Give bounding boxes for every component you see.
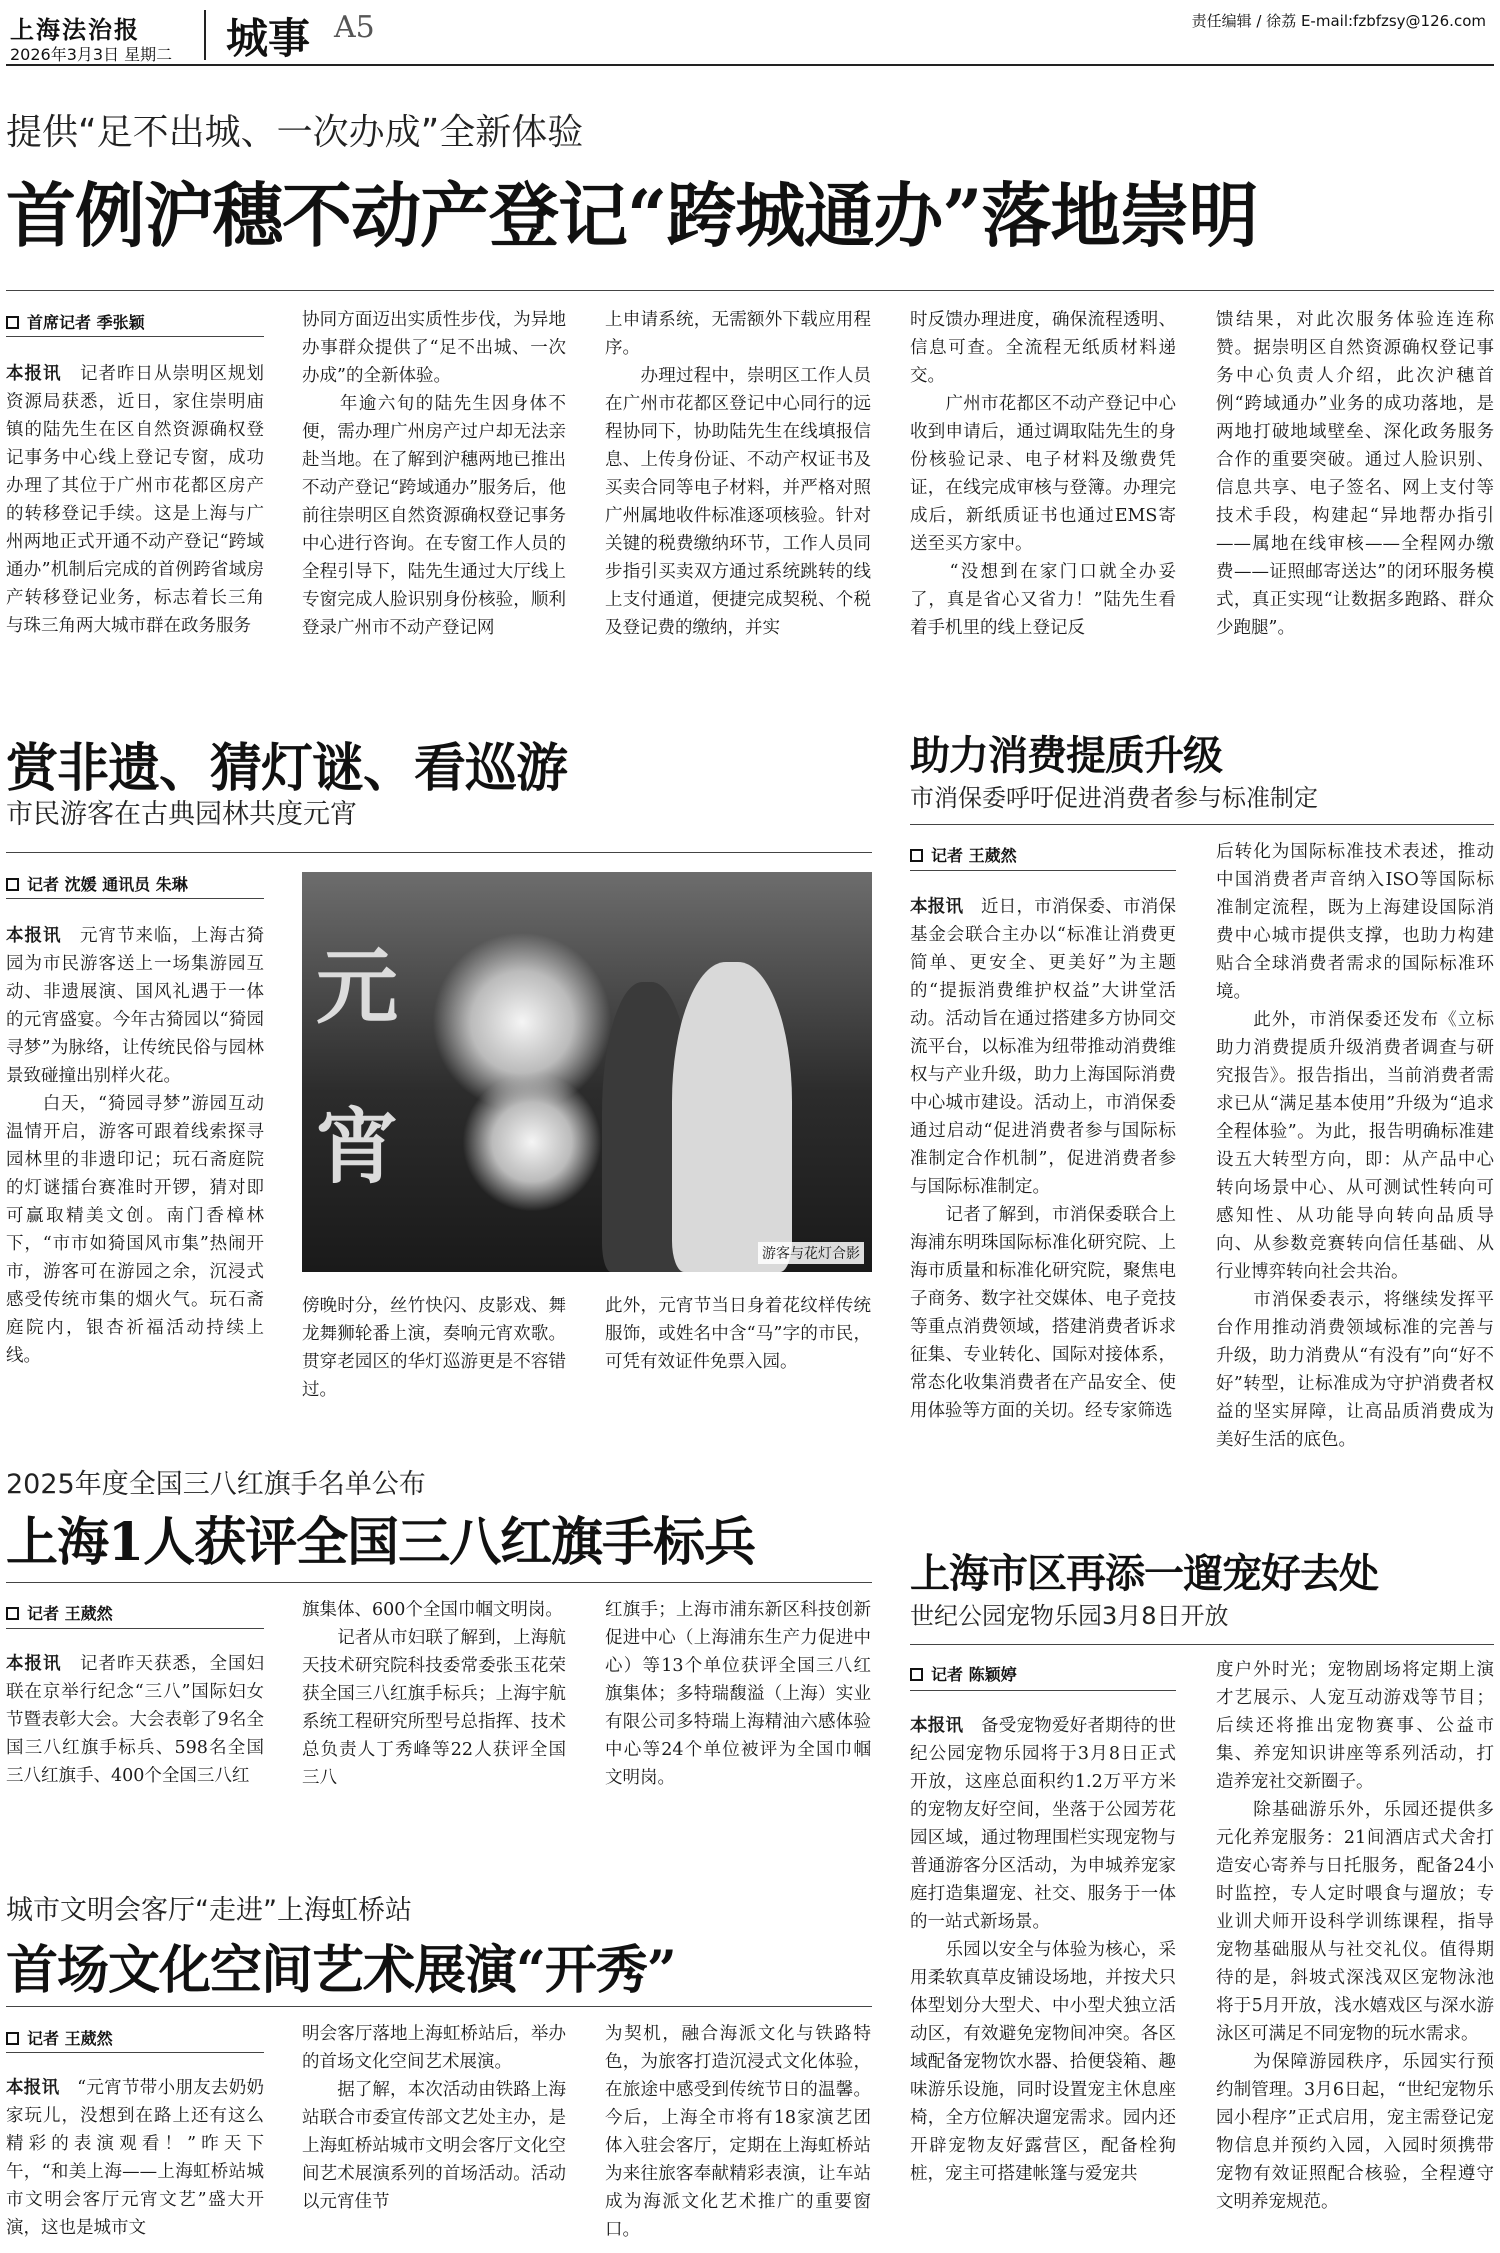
article4-rule bbox=[6, 1582, 872, 1583]
article3-rule bbox=[910, 824, 1494, 825]
article4-column: 本报讯 记者昨天获悉，全国妇联在京举行纪念“三八”国际妇女节暨表彰大会。大会表彰了9名全国三八红旗手标兵、598名全国三八红旗手、400个全国三八红 bbox=[6, 1654, 264, 1786]
article5-column: 度户外时光；宠物剧场将定期上演才艺展示、人宠互动游戏等节目；后续还将推出宠物赛事、公益市集、养宠知识讲座等系列活动，打造养宠社交新圈子。 除基础游乐外，乐园还提供多元化养宠服务：21间酒店式犬舍打造安心寄养与日托服务，配备24小时监控，专人定时喂食与遛放；专业训犬师开设科学训练课程，指导宠物基础服从与社交礼仪。值得期待的是，斜坡式深浅双区宠物泳池将于5月开放，浅水嬉戏区与深水游泳区可满足不同宠物的玩水需求。 为保障游园秩序，乐园实行预约制管理。3月6日起，“世纪宠物乐园小程序”正式启用，宠主需登记宠物信息并预约入园，入园时须携带宠物有效证照配合核验，全程遵守文明养宠规范。 bbox=[1216, 1660, 1494, 2212]
photo-caption: 游客与花灯合影 bbox=[758, 1242, 864, 1264]
article3-column: 后转化为国际标准技术表述，推动中国消费者声音纳入ISO等国际标准制定流程，既为上海建设国际消费中心城市提供支撑，也助力构建贴合全球消费者需求的国际标准环境。 此外，市消保委还发布《立标助力消费提质升级消费者调查与研究报告》。报告指出，当前消费者需求已从“满足基本使用”升级为“追求全程体验”。为此，报告明确标准建设五大转型方向，即：从产品中心转向场景中心、从可测试性转向可感知性、从功能导向转向品质导向、从参数竞赛转向信任基础、从行业博弈转向社会共治。 市消保委表示，将继续发挥平台作用推动消费领域标准的完善与升级，助力消费从“有没有”向“好不好”转型，让标准成为守护消费者权益的坚实屏障，让高品质消费成为美好生活的底色。 bbox=[1216, 842, 1494, 1450]
photo-glyph: 元 bbox=[316, 939, 399, 1035]
article6-column: 明会客厅落地上海虹桥站后，举办的首场文化空间艺术展演。 据了解，本次活动由铁路上海站联合市委宣传部文艺处主办，是上海虹桥站城市文明会客厅文化空间艺术展演系列的首场活动。活动以元宵佳节 bbox=[302, 2024, 566, 2212]
lantern-photo bbox=[302, 872, 872, 1272]
section-name: 城事 bbox=[226, 14, 311, 63]
article4-kicker: 2025年度全国三八红旗手名单公布 bbox=[6, 1469, 426, 1500]
article5-byline: 记者 陈颖婷 bbox=[910, 1662, 1017, 1685]
article1-headline: 首例沪穗不动产登记“跨城通办”落地崇明 bbox=[6, 174, 1258, 257]
visitor-figure bbox=[672, 962, 792, 1272]
article2-headline: 赏非遗、猜灯谜、看巡游 bbox=[6, 738, 568, 799]
issue-date: 2026年3月3日 星期二 bbox=[10, 45, 173, 64]
article5-column: 本报讯 备受宠物爱好者期待的世纪公园宠物乐园将于3月8日正式开放，这座总面积约1.2万平方米的宠物友好空间，坐落于公园芳花园区域，通过物理围栏实现宠物与普通游客分区活动，为申城养宠家庭打造集遛宠、社交、服务于一体的一站式新场景。 乐园以安全与体验为核心，采用柔软真草皮铺设场地，并按犬只体型划分大型犬、中小型犬独立活动区，有效避免宠物间冲突。各区域配备宠物饮水器、拾便袋箱、趣味游乐设施，同时设置宠主休息座椅，全方位解决遛宠需求。园内还开辟宠物友好露营区，配备栓狗桩，宠主可搭建帐篷与爱宠共 bbox=[910, 1716, 1176, 2184]
article5-rule bbox=[910, 1644, 1494, 1645]
article1-column: 上申请系统，无需额外下载应用程序。 办理过程中，崇明区工作人员在广州市花都区登记中心同行的远程协同下，协助陆先生在线填报信息、上传身份证、不动产权证书及买卖合同等电子材料，并严格对照广州属地收件标准逐项核验。针对关键的税费缴纳环节，工作人员同步指引买卖双方通过系统跳转的线上支付通道，便捷完成契税、个税及登记费的缴纳，并实 bbox=[605, 310, 871, 638]
article6-column: 为契机，融合海派文化与铁路特色，为旅客打造沉浸式文化体验，在旅途中感受到传统节日的温馨。今后，上海全市将有18家演艺团体入驻会客厅，定期在上海虹桥站为来往旅客奉献精彩表演，让车站成为海派文化艺术推广的重要窗口。 bbox=[605, 2024, 871, 2240]
article3-byline: 记者 王葳然 bbox=[910, 843, 1017, 866]
article1-rule bbox=[6, 290, 1494, 291]
article4-column: 旗集体、600个全国巾帼文明岗。 记者从市妇联了解到，上海航天技术研究院科技委常委张玉花荣获全国三八红旗手标兵；上海宇航系统工程研究所型号总指挥、技术总负责人丁秀峰等22人获评全国三八 bbox=[302, 1600, 566, 1788]
article6-headline: 首场文化空间艺术展演“开秀” bbox=[6, 1940, 676, 2001]
article6-column: 本报讯 “元宵节带小朋友去奶奶家玩儿，没想到在路上还有这么精彩的表演观看！”昨天下午，“和美上海——上海虹桥站城市文明会客厅元宵文艺”盛大开演，这也是城市文 bbox=[6, 2078, 264, 2238]
newspaper-logo: 上海法治报 bbox=[10, 15, 140, 44]
article1-column: 馈结果，对此次服务体验连连称赞。据崇明区自然资源确权登记事务中心负责人介绍，此次沪穗首例“跨域通办”业务的成功落地，是两地打破地域壁垒、深化政务服务合作的重要突破。通过人脸识别、信息共享、电子签名、网上支付等技术手段，构建起“异地帮办指引——属地在线审核——全程网办缴费——证照邮寄送达”的闭环服务模式，真正实现“让数据多跑路、群众少跑腿”。 bbox=[1216, 310, 1494, 638]
article1-column: 本报讯 记者昨日从崇明区规划资源局获悉，近日，家住崇明庙镇的陆先生在区自然资源确权登记事务中心线上登记专窗，成功办理了其位于广州市花都区房产的转移登记手续。这是上海与广州两地正式开通不动产登记“跨域通办”机制后完成的首例跨省域房产转移登记业务，标志着长三角与珠三角两大城市群在政务服务 bbox=[6, 364, 264, 636]
article6-kicker: 城市文明会客厅“走进”上海虹桥站 bbox=[6, 1895, 412, 1926]
photo-glyph: 宵 bbox=[316, 1099, 399, 1195]
masthead bbox=[6, 4, 1494, 66]
article2-column: 本报讯 元宵节来临，上海古猗园为市民游客送上一场集游园互动、非遗展演、国风礼遇于一体的元宵盛宴。今年古猗园以“猗园寻梦”为脉络，让传统民俗与园林景致碰撞出别样火花。 白天，“猗园寻梦”游园互动温情开启，游客可跟着线索探寻园林里的非遗印记；玩石斋庭院的灯谜擂台赛准时开锣，猜对即可赢取精美文创。南门香樟林下，“市市如猗国风市集”热闹开市，游客可在游园之余，沉浸式感受传统市集的烟火气。玩石斋庭院内，银杏祈福活动持续上线。 bbox=[6, 926, 264, 1366]
byline-rule bbox=[910, 870, 1176, 871]
article5-headline: 上海市区再添一遛宠好去处 bbox=[910, 1550, 1378, 1597]
page-number: A5 bbox=[334, 10, 375, 45]
byline-rule bbox=[6, 1628, 264, 1629]
article1-byline: 首席记者 季张颖 bbox=[6, 310, 145, 333]
article1-column: 协同方面迈出实质性步伐，为异地办事群众提供了“足不出城、一次办成”的全新体验。 年逾六旬的陆先生因身体不便，需办理广州房产过户却无法亲赴当地。在了解到沪穗两地已推出不动产登记“跨域通办”服务后，他前往崇明区自然资源确权登记事务中心进行咨询。在专窗工作人员的全程引导下，陆先生通过大厅线上专窗完成人脸识别身份核验，顺利登录广州市不动产登记网 bbox=[302, 310, 566, 638]
article2-rule bbox=[6, 852, 872, 853]
article3-headline: 助力消费提质升级 bbox=[910, 732, 1222, 779]
article5-subhead: 世纪公园宠物乐园3月8日开放 bbox=[910, 1602, 1229, 1630]
article3-subhead: 市消保委呼吁促进消费者参与标准制定 bbox=[910, 784, 1318, 812]
byline-rule bbox=[910, 1690, 1176, 1691]
editor-credit: 责任编辑 / 徐荔 E-mail:fzbfzsy@126.com bbox=[1191, 12, 1486, 30]
byline-rule bbox=[6, 2052, 264, 2053]
lantern-light bbox=[462, 1072, 602, 1212]
byline-rule bbox=[6, 898, 264, 899]
byline-rule bbox=[6, 336, 264, 337]
article4-column: 红旗手；上海市浦东新区科技创新促进中心（上海浦东生产力促进中心）等13个单位获评全国三八红旗集体；多特瑞馥溢（上海）实业有限公司多特瑞上海精油六感体验中心等24个单位被评为全国巾帼文明岗。 bbox=[605, 1600, 871, 1788]
article6-byline: 记者 王葳然 bbox=[6, 2026, 113, 2049]
article1-column: 时反馈办理进度，确保流程透明、信息可查。全流程无纸质材料递交。 广州市花都区不动产登记中心收到申请后，通过调取陆先生的身份核验记录、电子材料及缴费凭证，在线完成审核与登簿。办理完成后，新纸质证书也通过EMS寄送至买方家中。 “没想到在家门口就全办妥了，真是省心又省力！”陆先生看着手机里的线上登记反 bbox=[910, 310, 1176, 638]
article3-column: 本报讯 近日，市消保委、市消保基金会联合主办以“标准让消费更简单、更安全、更美好”为主题的“提振消费维护权益”大讲堂活动。活动旨在通过搭建多方协同交流平台，以标准为纽带推动消费维权与产业升级，助力上海国际消费中心城市建设。活动上，市消保委通过启动“促进消费者参与国际标准制定合作机制”，促进消费者参与国际标准制定。 记者了解到，市消保委联合上海浦东明珠国际标准化研究院、上海市质量和标准化研究院，聚焦电子商务、数字社交媒体、电子竞技等重点消费领域，搭建消费者诉求征集、专业转化、国际对接体系，常态化收集消费者在产品安全、使用体验等方面的关切。经专家筛选 bbox=[910, 897, 1176, 1421]
article2-byline: 记者 沈媛 通讯员 朱琳 bbox=[6, 872, 188, 895]
article2-column: 傍晚时分，丝竹快闪、皮影戏、舞龙舞狮轮番上演，奏响元宵欢歌。贯穿老园区的华灯巡游更是不容错过。 bbox=[302, 1296, 566, 1400]
article6-rule bbox=[6, 2006, 872, 2007]
article4-byline: 记者 王葳然 bbox=[6, 1601, 113, 1624]
article4-headline: 上海1人获评全国三八红旗手标兵 bbox=[6, 1512, 756, 1573]
article1-kicker: 提供“足不出城、一次办成”全新体验 bbox=[6, 112, 584, 153]
article2-column: 此外，元宵节当日身着花纹样传统服饰，或姓名中含“马”字的市民，可凭有效证件免票入园。 bbox=[605, 1296, 871, 1372]
masthead-divider bbox=[204, 10, 206, 60]
article2-subhead: 市民游客在古典园林共度元宵 bbox=[6, 799, 357, 830]
